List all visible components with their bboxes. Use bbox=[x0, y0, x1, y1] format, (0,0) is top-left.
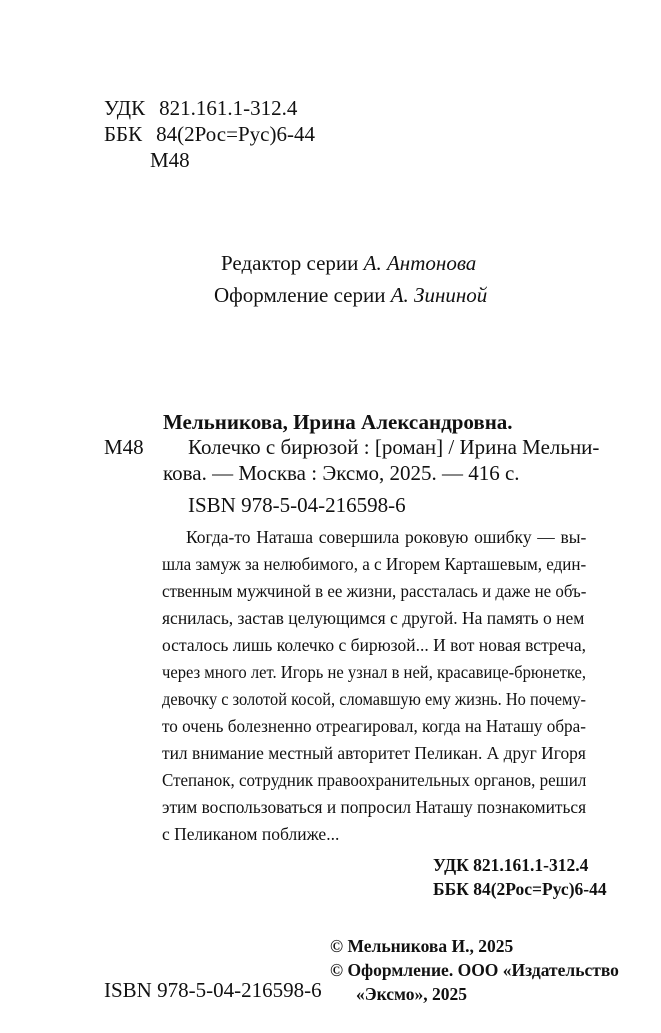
footer-isbn: ISBN 978-5-04-216598-6 bbox=[104, 978, 322, 1002]
annotation-line: Степанок, сотрудник правоохранительных органов, решил bbox=[162, 770, 587, 790]
catalog-mark: М48 bbox=[104, 435, 144, 459]
series-editor-label: Редактор серии bbox=[221, 251, 359, 275]
series-design-label: Оформление серии bbox=[214, 283, 386, 307]
annotation-line: осталось лишь колечко с бирюзой... И вот новая встреча, bbox=[162, 635, 586, 655]
copyright-design-line-2: «Эксмо», 2025 bbox=[356, 984, 467, 1004]
series-editor-line bbox=[221, 250, 476, 277]
top-bbk-row bbox=[104, 121, 315, 148]
annotation-line: девочку с золотой косой, сломавшую ему жизнь. Но почему- bbox=[162, 689, 587, 709]
bbk-value: 84(2Рос=Рус)6-44 bbox=[156, 122, 315, 146]
series-design-name: А. Зининой bbox=[390, 283, 488, 307]
copyright-design-line-1: © Оформление. ООО «Издательство bbox=[330, 960, 619, 980]
bbk-label: ББК bbox=[104, 122, 143, 146]
top-author-mark: М48 bbox=[150, 148, 190, 172]
annotation-line: этим воспользоваться и попросил Наташу познакомиться bbox=[162, 797, 587, 817]
catalog-title-line-1: Колечко с бирюзой : [роман] / Ирина Мельни- bbox=[188, 435, 600, 459]
annotation-line: то очень болезненно отреагировал, когда на Наташу обра- bbox=[162, 716, 586, 736]
top-udk-row bbox=[104, 95, 297, 122]
copyright-author: © Мельникова И., 2025 bbox=[330, 936, 514, 956]
catalog-author-heading: Мельникова, Ирина Александровна. bbox=[163, 410, 513, 434]
series-design-line bbox=[214, 282, 487, 309]
annotation-line: с Пеликаном поближе... bbox=[162, 824, 340, 844]
catalog-isbn: ISBN 978-5-04-216598-6 bbox=[188, 493, 406, 517]
series-editor-name: А. Антонова bbox=[363, 251, 477, 275]
udk-value: 821.161.1-312.4 bbox=[159, 96, 298, 120]
catalog-title-line-2: кова. — Москва : Эксмо, 2025. — 416 с. bbox=[163, 461, 520, 485]
annotation-line: тил внимание местный авторитет Пеликан. А друг Игоря bbox=[162, 743, 586, 763]
annotation-line: ственным мужчиной в ее жизни, рассталась и даже не объ- bbox=[162, 581, 587, 601]
bottom-bbk: ББК 84(2Рос=Рус)6-44 bbox=[433, 879, 607, 899]
annotation-line: Когда-то Наташа совершила роковую ошибку — вы- bbox=[186, 527, 587, 547]
annotation-block bbox=[162, 524, 615, 848]
bottom-udk: УДК 821.161.1-312.4 bbox=[433, 855, 589, 875]
udk-label: УДК bbox=[104, 96, 146, 120]
annotation-line: яснилась, застав целующимся с другой. На память о нем bbox=[162, 608, 585, 628]
annotation-line: шла замуж за нелюбимого, а с Игорем Карташевым, един- bbox=[162, 554, 587, 574]
annotation-line: через много лет. Игорь не узнал в ней, красавице-брюнетке, bbox=[162, 662, 586, 682]
